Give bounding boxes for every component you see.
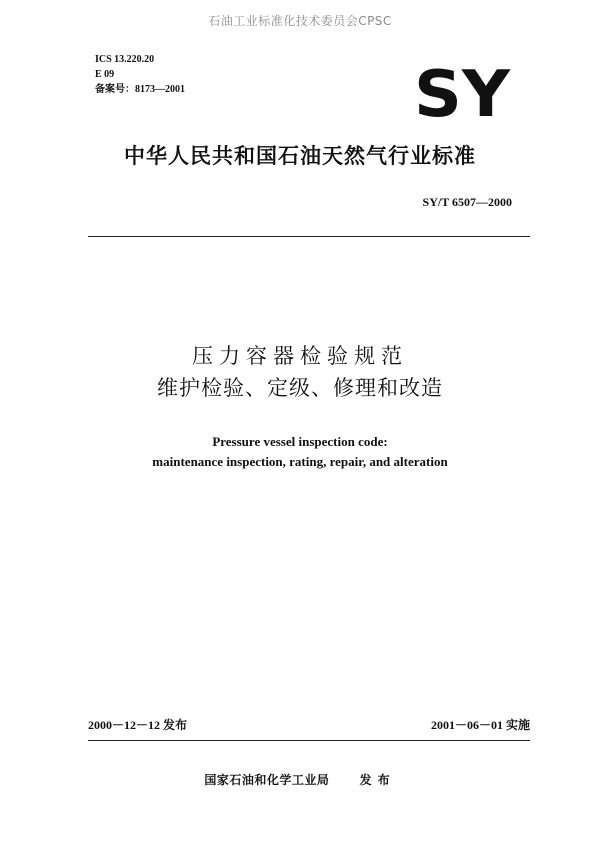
sy-logo <box>412 58 512 124</box>
chinese-title-line2: 维护检验、定级、修理和改造 <box>157 376 443 400</box>
implementation-date: 2001－06－01 实施 <box>430 718 530 732</box>
chinese-title-line1: 压力容器检验规范 <box>192 344 408 368</box>
record-number: 备案号：8173—2001 <box>95 84 185 95</box>
publisher-name: 国家石油和化学工业局 <box>204 773 330 787</box>
english-title-line2: maintenance inspection, rating, repair, and alteration <box>152 454 448 469</box>
watermark-text: 石油工业标准化技术委员会CPSC <box>208 14 392 28</box>
issue-date: 2000－12－12 发布 <box>88 718 188 732</box>
ics-code: ICS 13.220.20 <box>95 54 155 65</box>
top-divider <box>88 236 530 237</box>
publisher-action: 发布 <box>359 773 396 787</box>
organization-title: 中华人民共和国石油天然气行业标准 <box>124 144 476 168</box>
svg-text:SY: SY <box>414 58 511 124</box>
chinese-title <box>0 340 600 404</box>
english-title-line1: Pressure vessel inspection code: <box>212 434 388 449</box>
bottom-divider <box>88 740 530 741</box>
english-title <box>0 432 600 472</box>
classification-block <box>95 52 185 97</box>
publisher-line <box>0 771 600 788</box>
standard-code: SY/T 6507—2000 <box>422 195 512 209</box>
ccs-code: E 09 <box>95 69 115 80</box>
